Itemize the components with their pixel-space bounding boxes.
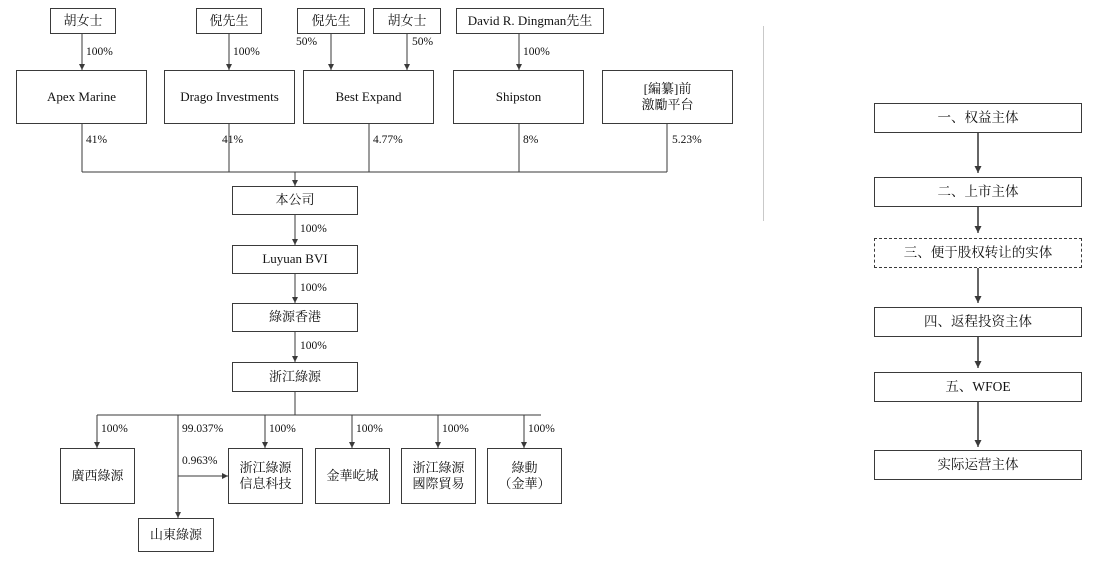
percent-shipston-company: 8% xyxy=(523,134,539,146)
shareholder-box-hu2 xyxy=(373,8,441,34)
subsidiary-label-line2: （金華） xyxy=(498,476,551,491)
legend-box-equity-entity xyxy=(874,103,1082,133)
chain-label: 浙江綠源 xyxy=(268,368,321,384)
percent-ni-drago: 100% xyxy=(233,46,260,58)
percent-zj-intl: 100% xyxy=(442,423,469,435)
percent-zj-jinhua: 100% xyxy=(356,423,383,435)
legend-label: 一、权益主体 xyxy=(937,109,1019,125)
subsidiary-box-xinxi-keji xyxy=(228,448,303,504)
shareholder-box-ni1 xyxy=(196,8,262,34)
shareholder-label: David R. Dingman先生 xyxy=(467,12,593,28)
holdco-label-line1: [編纂]前 xyxy=(643,80,692,96)
legend-label: 五、WFOE xyxy=(945,378,1011,394)
chain-label: Luyuan BVI xyxy=(262,251,328,267)
chain-box-luyuan-bvi xyxy=(232,245,358,274)
shareholder-label: 胡女士 xyxy=(387,12,427,28)
holdco-label: Shipston xyxy=(495,88,542,104)
percent-apex-company: 41% xyxy=(86,134,108,146)
subsidiary-label-line2: 國際貿易 xyxy=(412,476,465,491)
holdco-box-best xyxy=(303,70,434,124)
subsidiary-box-guangxi xyxy=(60,448,135,504)
shareholder-label: 胡女士 xyxy=(63,12,103,28)
legend-box-wfoe xyxy=(874,372,1082,402)
holdco-label-line2: 激勵平台 xyxy=(641,97,694,112)
shareholder-box-dingman xyxy=(456,8,604,34)
percent-dingman-shipston: 100% xyxy=(523,46,550,58)
holdco-box-shipston xyxy=(453,70,584,124)
percent-hu-best: 50% xyxy=(412,36,434,48)
holdco-box-drago xyxy=(164,70,295,124)
percent-zj-ludong: 100% xyxy=(528,423,555,435)
shareholder-box-ni2 xyxy=(297,8,365,34)
legend-box-round-trip-entity xyxy=(874,307,1082,337)
holdco-label: Best Expand xyxy=(335,88,402,104)
holdco-box-incentive-platform xyxy=(602,70,733,124)
legend-box-listed-entity xyxy=(874,177,1082,207)
percent-bvi-hk: 100% xyxy=(300,282,327,294)
percent-drago-company: 41% xyxy=(222,134,244,146)
shareholder-label: 倪先生 xyxy=(311,12,351,28)
legend-box-transfer-entity xyxy=(874,238,1082,268)
subsidiary-box-ludong-jinhua xyxy=(487,448,562,504)
subsidiary-label: 山東綠源 xyxy=(149,526,202,542)
subsidiary-label-line1: 浙江綠源 xyxy=(412,459,465,475)
chain-box-zhejiang xyxy=(232,362,358,392)
legend-label: 二、上市主体 xyxy=(937,183,1019,199)
percent-zj-xinxi-100: 100% xyxy=(269,423,296,435)
percent-zj-guangxi: 100% xyxy=(101,423,128,435)
chain-box-company xyxy=(232,186,358,215)
subsidiary-box-shandong xyxy=(138,518,214,552)
percent-zj-xinxi-99: 99.037% xyxy=(182,423,224,435)
legend-label: 四、返程投资主体 xyxy=(924,313,1032,329)
subsidiary-label-line1: 綠動 xyxy=(511,459,538,475)
percent-hu-apex: 100% xyxy=(86,46,113,58)
holdco-label: Apex Marine xyxy=(47,88,116,104)
subsidiary-box-jinhua-yicheng xyxy=(315,448,390,504)
subsidiary-label-line1: 浙江綠源 xyxy=(239,459,292,475)
legend-label: 三、便于股权转让的实体 xyxy=(903,244,1053,260)
subsidiary-label-line2: 信息科技 xyxy=(239,476,292,491)
holdco-label: Drago Investments xyxy=(180,88,279,104)
percent-hk-zj: 100% xyxy=(300,340,327,352)
panel-divider xyxy=(763,26,764,221)
percent-company-bvi: 100% xyxy=(300,223,327,235)
percent-shandong-xinxi: 0.963% xyxy=(182,455,218,467)
legend-box-operating-entity xyxy=(874,450,1082,480)
legend-label: 实际运营主体 xyxy=(937,456,1019,472)
subsidiary-box-international-trade xyxy=(401,448,476,504)
percent-ni-best: 50% xyxy=(296,36,318,48)
shareholder-box-hu xyxy=(50,8,116,34)
subsidiary-label: 廣西綠源 xyxy=(71,467,124,483)
percent-incentive-company: 5.23% xyxy=(672,134,702,146)
shareholder-label: 倪先生 xyxy=(209,12,249,28)
chain-box-hongkong xyxy=(232,303,358,332)
holdco-box-apex xyxy=(16,70,147,124)
chain-label: 本公司 xyxy=(275,192,315,208)
percent-best-company: 4.77% xyxy=(373,134,403,146)
subsidiary-label: 金華屹城 xyxy=(326,467,379,483)
chain-label: 綠源香港 xyxy=(268,309,321,325)
